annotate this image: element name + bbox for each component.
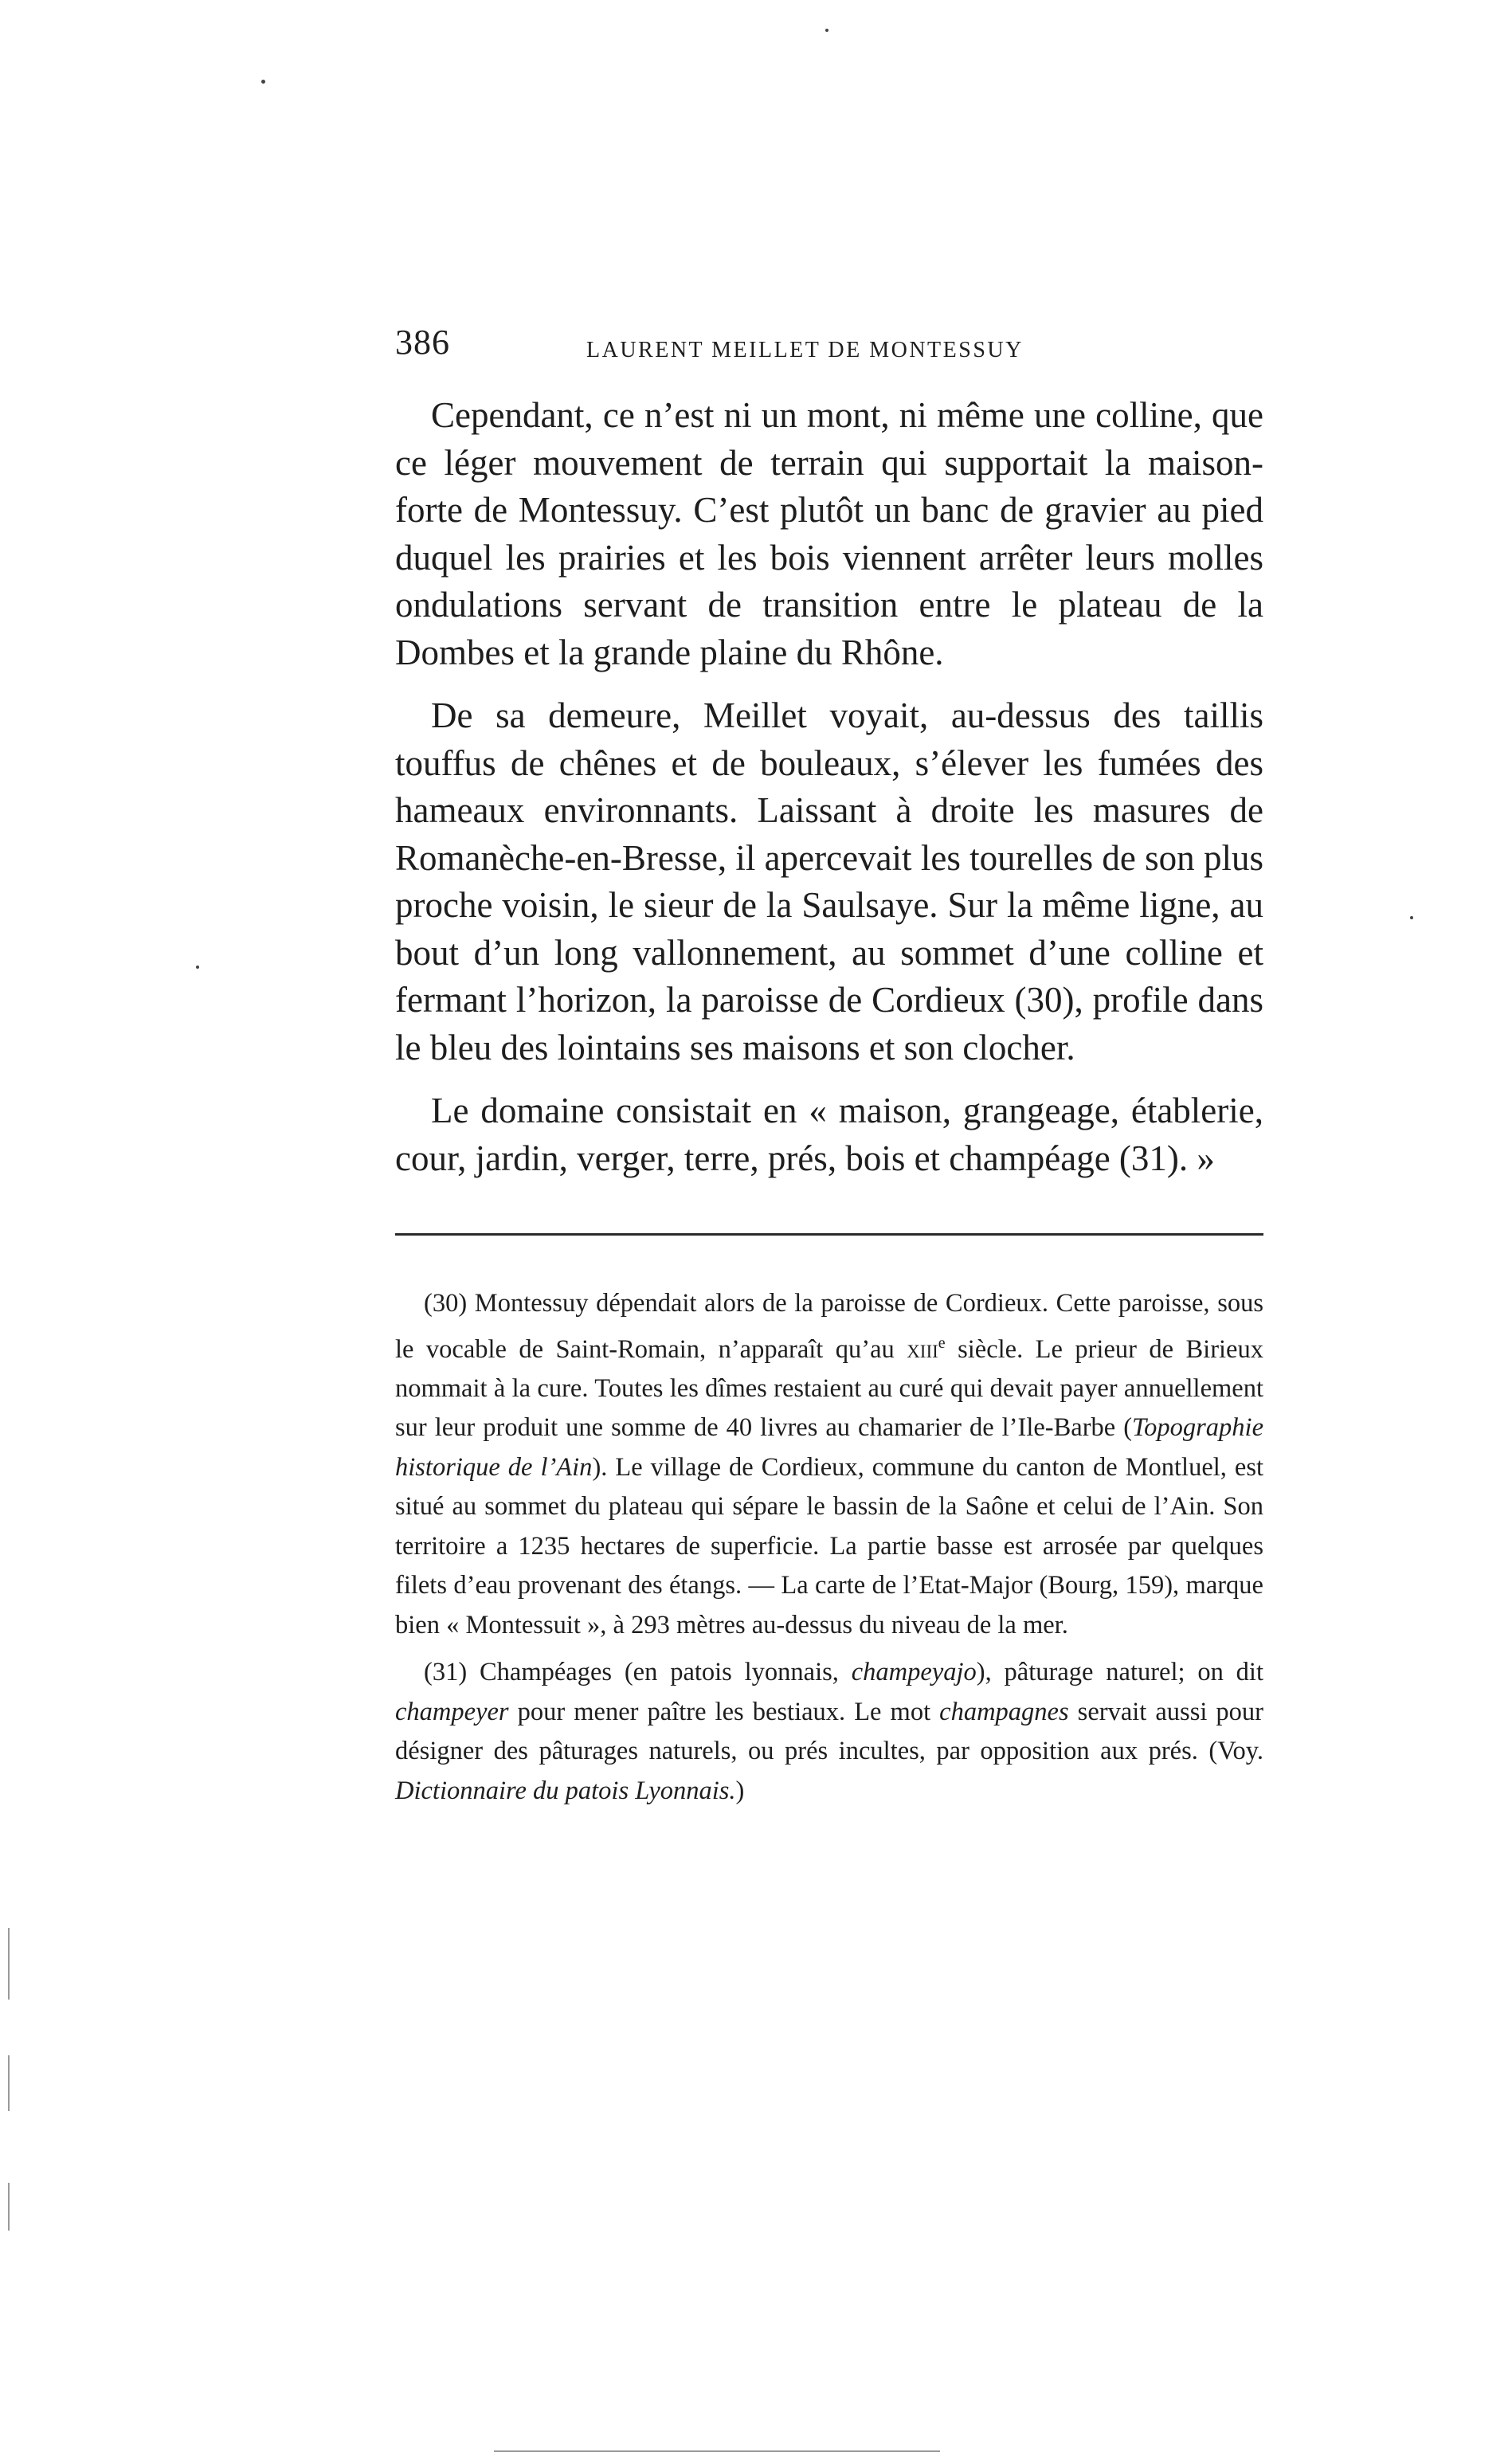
footnote-30-citation: Topographie historique de l’Ain: [395, 1413, 1263, 1482]
footnote-31: [395, 1653, 1263, 1811]
footnote-31-term: champeyajo: [851, 1658, 977, 1687]
main-text: [395, 392, 1263, 1198]
scan-edge-mark: [8, 2183, 10, 2231]
scan-speck: [825, 29, 828, 32]
scan-speck: [261, 80, 265, 84]
body-paragraph: Le domaine consistait en « maison, grangeage, établerie, cour, jardin, verger, terre, prés, bois et champéage (31). »: [395, 1091, 1263, 1178]
footnote-30-text: (30) Montessuy dépendait alors de la paroisse de Cordieux. Cette paroisse, sous le vocable de Saint-Romain, n’apparaît qu’au: [395, 1289, 1263, 1364]
footnote-31-text: ): [735, 1776, 745, 1805]
body-paragraph: De sa demeure, Meillet voyait, au-dessus des taillis touffus de chênes et de bouleaux, s’élever les fumées des hameaux environnants. Laissant à droite les masures de Romanèche-en-Bresse, il apercevait les tourelles de son plus proche voisin, le sieur de la Saulsaye. Sur la même ligne, au bout d’un long vallonnement, au sommet d’une colline et fermant l’horizon, la paroisse de Cordieux (30), profile dans le bleu des lointains ses maisons et son clocher.: [395, 695, 1263, 1067]
footnote-31-text: pour mener paître les bestiaux. Le mot: [508, 1697, 940, 1726]
footnote-30-text: ). Le village de Cordieux, commune du canton de Montluel, est situé au sommet du plateau qui sépare le bassin de la Saône et celui de l’Ain. Son territoire a 1235 hectares de superficie. La partie basse est arrosée par quelques filets d’eau provenant des étangs. — La carte de l’Etat-Major (Bourg, 159), marque bien « Montessuit », à 293 mètres au-dessus du niveau de la mer.: [395, 1452, 1264, 1639]
page-number: 386: [395, 323, 450, 362]
footnote-30: [395, 1284, 1263, 1645]
scan-edge-mark: [8, 1928, 10, 2000]
footnote-30-century-suffix: e: [938, 1334, 946, 1352]
footnote-separator: [395, 1233, 1263, 1236]
footnote-31-term: champeyer: [395, 1697, 509, 1726]
footnote-30-century: xiii: [907, 1334, 938, 1364]
footnote-30-text: siècle. Le prieur de Birieux nommait à la cure. Toutes les dîmes restaient au curé qui devait payer annuellement sur leur produit une somme de 40 livres au chamarier de l’Ile-Barbe (: [395, 1334, 1263, 1443]
footnotes: [395, 1284, 1263, 1819]
footnote-31-text: servait aussi pour désigner des pâturages naturels, ou prés incultes, par opposition aux prés. (Voy.: [395, 1697, 1263, 1766]
body-paragraph: Cependant, ce n’est ni un mont, ni même une colline, que ce léger mouvement de terrain qui supportait la maison-forte de Montessuy. C’est plutôt un banc de gravier au pied duquel les prairies et les bois viennent arrêter leurs molles ondulations servant de transition entre le plateau de la Dombes et la grande plaine du Rhône.: [395, 395, 1263, 672]
scan-edge-mark: [8, 2055, 10, 2111]
page-header: [395, 322, 1271, 370]
footnote-31-text: (31) Champéages (en patois lyonnais,: [424, 1658, 852, 1687]
footnote-31-text: ), pâturage naturel; on dit: [976, 1658, 1263, 1687]
running-title: LAURENT MEILLET DE MONTESSUY: [586, 338, 1024, 362]
footnote-31-citation: Dictionnaire du patois Lyonnais.: [395, 1776, 736, 1805]
scan-edge-mark: [494, 2450, 940, 2452]
scan-speck: [196, 966, 199, 969]
footnote-31-term: champagnes: [939, 1697, 1069, 1726]
scan-speck: [1410, 916, 1413, 919]
